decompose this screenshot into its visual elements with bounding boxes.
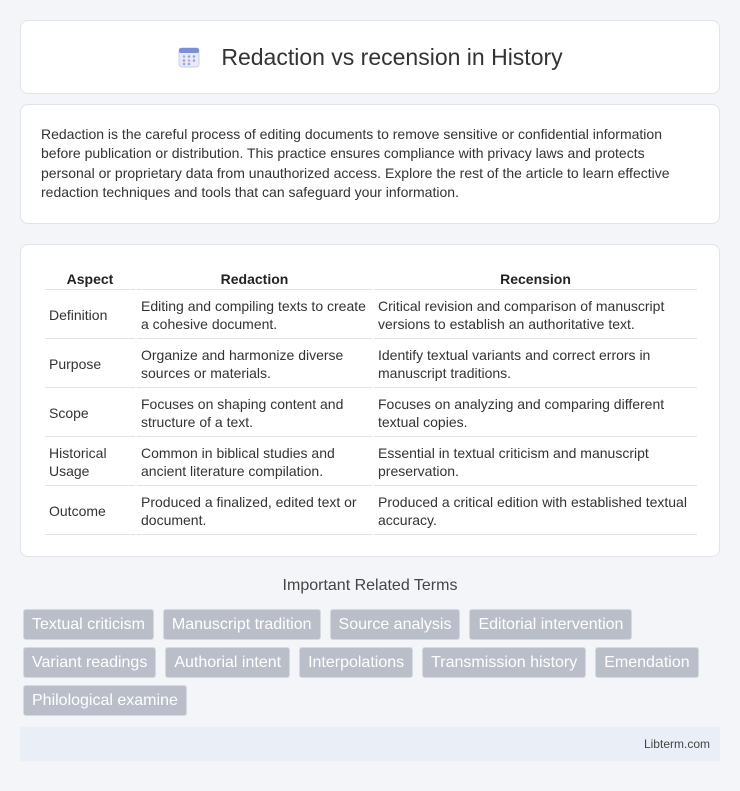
term-tag[interactable]: Authorial intent [165, 647, 290, 678]
redaction-cell: Produced a finalized, edited text or document. [137, 488, 372, 535]
comparison-table [43, 265, 699, 537]
table-row [45, 341, 697, 388]
recension-cell: Critical revision and comparison of manuscript versions to establish an authoritative text. [374, 292, 697, 339]
redaction-cell: Editing and compiling texts to create a cohesive document. [137, 292, 372, 339]
term-tag[interactable]: Transmission history [422, 647, 586, 678]
term-tag[interactable]: Variant readings [23, 647, 156, 678]
table-row [45, 390, 697, 437]
recension-cell: Focuses on analyzing and comparing different textual copies. [374, 390, 697, 437]
aspect-cell: Scope [45, 390, 135, 437]
term-tag[interactable]: Source analysis [330, 609, 461, 640]
header-recension: Recension [374, 267, 697, 290]
aspect-cell: Outcome [45, 488, 135, 535]
comparison-table-card [20, 244, 720, 557]
footer-site-link[interactable]: Libterm.com [643, 737, 710, 751]
aspect-cell: Historical Usage [45, 439, 135, 486]
term-tag[interactable]: Emendation [595, 647, 698, 678]
term-tag[interactable]: Interpolations [299, 647, 413, 678]
term-tag[interactable]: Manuscript tradition [163, 609, 321, 640]
related-terms-title: Important Related Terms [282, 577, 458, 594]
table-row [45, 292, 697, 339]
recension-cell: Essential in textual criticism and manuscript preservation. [374, 439, 697, 486]
page-title: Redaction vs recension in History [221, 43, 563, 70]
redaction-cell: Organize and harmonize diverse sources or materials. [137, 341, 372, 388]
redaction-cell: Focuses on shaping content and structure of a text. [137, 390, 372, 437]
header-card [20, 20, 720, 94]
table-header-row [45, 267, 697, 290]
calendar-icon [177, 45, 201, 69]
term-tag[interactable]: Philological examine [23, 685, 187, 716]
recension-cell: Produced a critical edition with established textual accuracy. [374, 488, 697, 535]
recension-cell: Identify textual variants and correct errors in manuscript traditions. [374, 341, 697, 388]
aspect-cell: Purpose [45, 341, 135, 388]
related-terms-list [20, 609, 720, 716]
footer [20, 727, 720, 761]
table-row [45, 439, 697, 486]
term-tag[interactable]: Editorial intervention [469, 609, 632, 640]
header-redaction: Redaction [137, 267, 372, 290]
table-row [45, 488, 697, 535]
intro-paragraph: Redaction is the careful process of editing documents to remove sensitive or confidential information before publication or distribution. This practice ensures compliance with privacy laws and protects personal or proprietary data from unauthorized access. Explore the rest of the article to learn effective redaction techniques and tools that can safeguard your information. [41, 126, 670, 201]
header-aspect: Aspect [45, 267, 135, 290]
intro-card [20, 104, 720, 224]
aspect-cell: Definition [45, 292, 135, 339]
term-tag[interactable]: Textual criticism [23, 609, 154, 640]
redaction-cell: Common in biblical studies and ancient literature compilation. [137, 439, 372, 486]
